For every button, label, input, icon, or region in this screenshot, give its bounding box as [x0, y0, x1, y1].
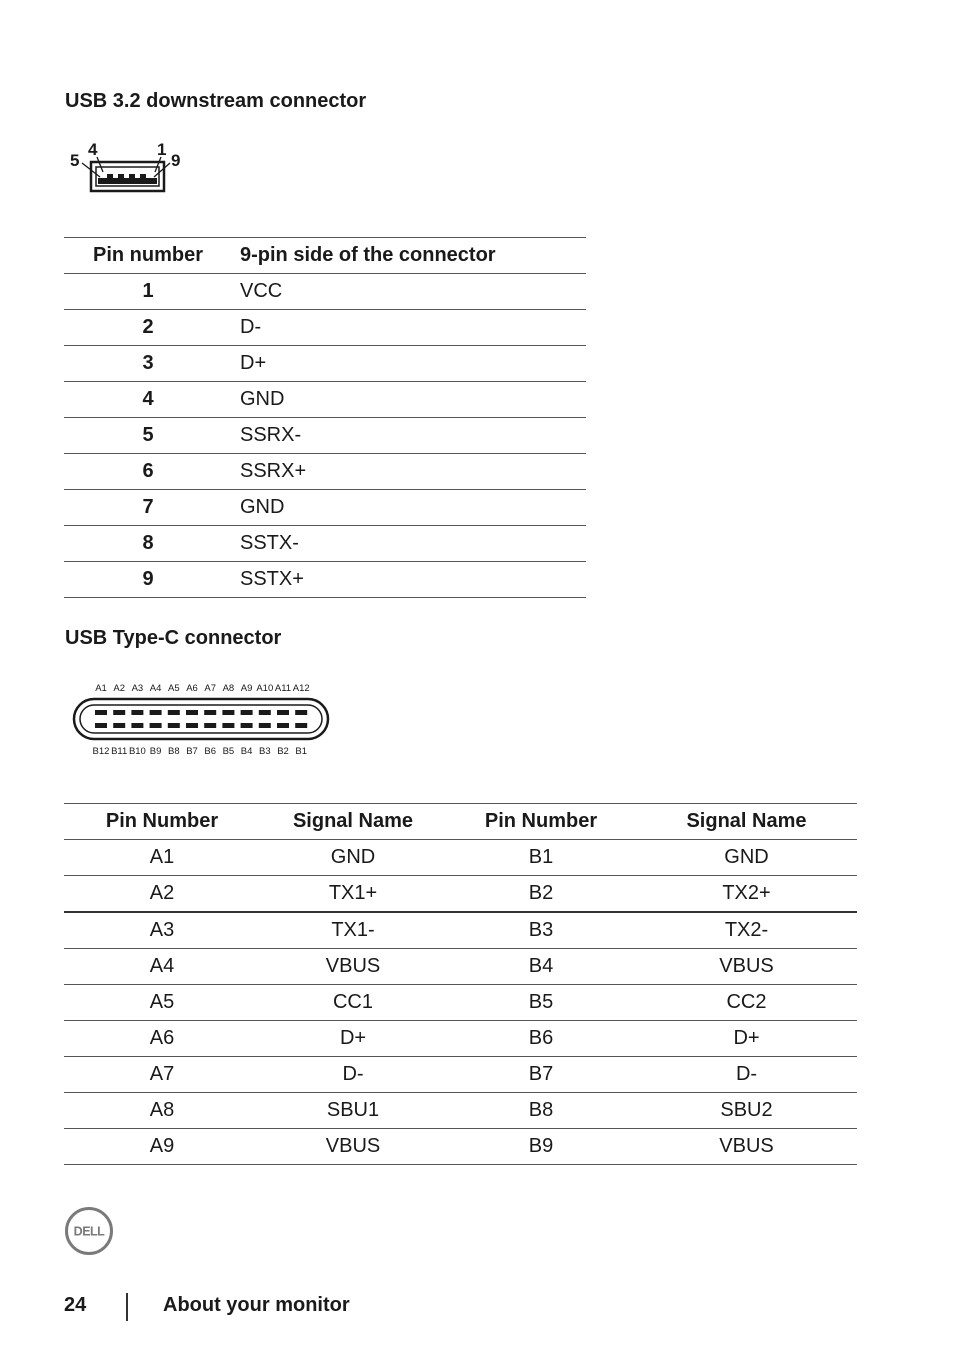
- pin-number: B4: [446, 949, 636, 985]
- typec-top-pin: [241, 710, 253, 715]
- typec-bottom-pin-label: B10: [128, 746, 146, 757]
- typec-pin-table: [64, 803, 857, 1165]
- typec-bottom-pin-label: B11: [111, 746, 128, 757]
- pin-number: B1: [446, 840, 636, 876]
- pin-number: A8: [64, 1093, 260, 1129]
- pin-number: 6: [64, 454, 232, 490]
- table-row: [64, 1021, 857, 1057]
- pin-number: B9: [446, 1129, 636, 1165]
- signal-name: VBUS: [636, 1129, 857, 1165]
- pin-number: B3: [446, 912, 636, 949]
- table-row: [64, 1057, 857, 1093]
- pin-number: A1: [64, 840, 260, 876]
- table-row: [64, 912, 857, 949]
- typec-bottom-pin: [150, 723, 162, 728]
- typec-top-pin-label: A8: [222, 683, 235, 694]
- signal-name: TX2-: [636, 912, 857, 949]
- pin-number: 4: [64, 382, 232, 418]
- pin-number: 8: [64, 526, 232, 562]
- pin-number: A3: [64, 912, 260, 949]
- signal-name: TX1-: [260, 912, 446, 949]
- signal-name: SSTX+: [232, 562, 586, 598]
- signal-name: TX2+: [636, 876, 857, 913]
- table-header-row: [64, 238, 586, 274]
- typec-top-pin-label: A12: [292, 683, 310, 694]
- table-row: [64, 949, 857, 985]
- typec-bottom-pin: [186, 723, 198, 728]
- pin-number: A7: [64, 1057, 260, 1093]
- table-row: [64, 418, 586, 454]
- pin-number: A2: [64, 876, 260, 913]
- signal-name: SBU1: [260, 1093, 446, 1129]
- typec-top-pin: [186, 710, 198, 715]
- pin-number: 5: [64, 418, 232, 454]
- footer-section-title: About your monitor: [163, 1294, 350, 1316]
- table-row: [64, 382, 586, 418]
- usb32-diagram-label: 1: [157, 140, 167, 159]
- typec-top-pin-label: A2: [113, 683, 126, 694]
- table-row: [64, 274, 586, 310]
- signal-name: GND: [260, 840, 446, 876]
- pin-number: B5: [446, 985, 636, 1021]
- signal-name: SSTX-: [232, 526, 586, 562]
- pin-number: A4: [64, 949, 260, 985]
- signal-name: SBU2: [636, 1093, 857, 1129]
- typec-top-pin: [168, 710, 180, 715]
- pin-number: B7: [446, 1057, 636, 1093]
- signal-name: VCC: [232, 274, 586, 310]
- column-header: 9-pin side of the connector: [232, 238, 586, 274]
- dell-logo-text: DELL: [73, 1224, 105, 1239]
- typec-bottom-pin-label: B1: [295, 746, 308, 757]
- usb32-diagram-label: 5: [70, 151, 80, 170]
- pin-number: 7: [64, 490, 232, 526]
- signal-name: GND: [232, 490, 586, 526]
- pin-number: B8: [446, 1093, 636, 1129]
- typec-top-pin: [222, 710, 234, 715]
- usb-a-connector-icon: [66, 136, 186, 196]
- signal-name: D-: [636, 1057, 857, 1093]
- table-row: [64, 1129, 857, 1165]
- typec-top-pin-label: A3: [131, 683, 144, 694]
- pin-number: 1: [64, 274, 232, 310]
- typec-top-pin: [113, 710, 125, 715]
- signal-name: VBUS: [260, 1129, 446, 1165]
- footer-divider: [126, 1293, 128, 1321]
- signal-name: D-: [260, 1057, 446, 1093]
- typec-bottom-pin: [131, 723, 143, 728]
- signal-name: D+: [636, 1021, 857, 1057]
- column-header: Pin Number: [446, 804, 636, 840]
- page-number: 24: [64, 1294, 87, 1316]
- typec-bottom-pin-label: B5: [222, 746, 235, 757]
- signal-name: CC2: [636, 985, 857, 1021]
- table-row: [64, 490, 586, 526]
- table-row: [64, 526, 586, 562]
- usb32-pin-table: [64, 237, 586, 598]
- typec-top-pin: [259, 710, 271, 715]
- signal-name: SSRX+: [232, 454, 586, 490]
- signal-name: SSRX-: [232, 418, 586, 454]
- table-row: [64, 346, 586, 382]
- signal-name: VBUS: [260, 949, 446, 985]
- typec-top-pin-label: A11: [274, 683, 292, 694]
- typec-top-pin-label: A4: [149, 683, 162, 694]
- typec-bottom-pin: [295, 723, 307, 728]
- pin-number: 3: [64, 346, 232, 382]
- pin-number: B2: [446, 876, 636, 913]
- table-row: [64, 562, 586, 598]
- typec-top-pin: [131, 710, 143, 715]
- signal-name: CC1: [260, 985, 446, 1021]
- typec-top-pin-label: A1: [95, 683, 107, 694]
- signal-name: TX1+: [260, 876, 446, 913]
- signal-name: GND: [636, 840, 857, 876]
- pin-number: 2: [64, 310, 232, 346]
- dell-logo-icon: [64, 1206, 114, 1256]
- typec-bottom-pin-label: B8: [167, 746, 180, 757]
- usb32-diagram-label: 9: [171, 151, 181, 170]
- column-header: Pin Number: [64, 804, 260, 840]
- typec-bottom-pin-label: B4: [240, 746, 253, 757]
- typec-bottom-pin: [259, 723, 271, 728]
- table-row: [64, 985, 857, 1021]
- typec-top-pin: [204, 710, 216, 715]
- pin-number: A9: [64, 1129, 260, 1165]
- typec-bottom-pin-label: B12: [92, 746, 110, 757]
- table-row: [64, 1093, 857, 1129]
- typec-top-pin: [295, 710, 307, 715]
- typec-section-title: USB Type-C connector: [65, 627, 282, 649]
- pin-number: A6: [64, 1021, 260, 1057]
- typec-bottom-pin: [222, 723, 234, 728]
- typec-bottom-pin: [168, 723, 180, 728]
- typec-bottom-pin: [277, 723, 289, 728]
- typec-bottom-pin: [113, 723, 125, 728]
- typec-bottom-pin: [241, 723, 253, 728]
- pin-number: B6: [446, 1021, 636, 1057]
- typec-bottom-pin-label: B9: [149, 746, 162, 757]
- table-row: [64, 840, 857, 876]
- typec-bottom-pin-label: B7: [186, 746, 198, 757]
- typec-bottom-pin-label: B3: [258, 746, 271, 757]
- typec-top-pin-label: A7: [204, 683, 217, 694]
- typec-top-pin: [95, 710, 107, 715]
- typec-bottom-pin: [95, 723, 107, 728]
- table-row: [64, 310, 586, 346]
- typec-bottom-pin: [204, 723, 216, 728]
- typec-top-pin-label: A10: [256, 683, 274, 694]
- table-header-row: [64, 804, 857, 840]
- table-row: [64, 876, 857, 913]
- typec-top-pin-label: A6: [186, 683, 198, 694]
- table-row: [64, 454, 586, 490]
- typec-top-pin-label: A9: [240, 683, 253, 694]
- pin-number: 9: [64, 562, 232, 598]
- signal-name: GND: [232, 382, 586, 418]
- typec-top-pin-label: A5: [167, 683, 180, 694]
- signal-name: D-: [232, 310, 586, 346]
- typec-bottom-pin-label: B6: [204, 746, 217, 757]
- typec-bottom-pin-label: B2: [277, 746, 289, 757]
- signal-name: VBUS: [636, 949, 857, 985]
- signal-name: D+: [260, 1021, 446, 1057]
- usb32-diagram-label: 4: [88, 140, 98, 159]
- column-header: Signal Name: [260, 804, 446, 840]
- column-header: Signal Name: [636, 804, 857, 840]
- usb-c-connector-icon: [70, 678, 332, 760]
- typec-top-pin: [150, 710, 162, 715]
- usb32-section-title: USB 3.2 downstream connector: [65, 90, 367, 112]
- pin-number: A5: [64, 985, 260, 1021]
- signal-name: D+: [232, 346, 586, 382]
- column-header: Pin number: [64, 238, 232, 274]
- typec-top-pin: [277, 710, 289, 715]
